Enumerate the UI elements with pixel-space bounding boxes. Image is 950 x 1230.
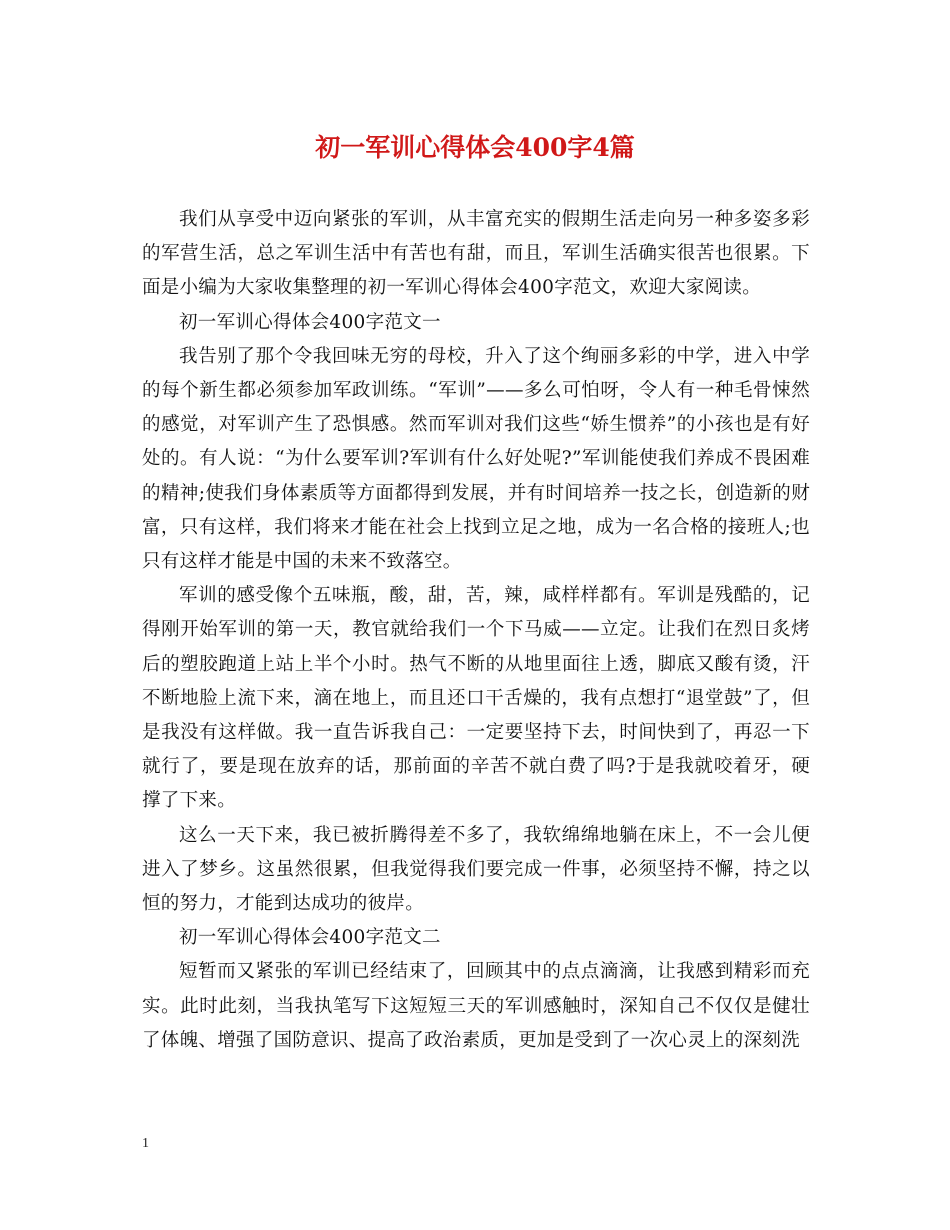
body-paragraph: 军训的感受像个五味瓶，酸，甜，苦，辣，咸样样都有。军训是残酷的，记得刚开始军训的第一天，教官就给我们一个下马威——立定。让我们在烈日炙烤后的塑胶跑道上站上半个小时。热气不断的从地里面往上透，脚底又酸有烫，汗不断地脸上流下来，滴在地上，而且还口干舌燥的，我有点想打“退堂鼓”了，但是我没有这样做。我一直告诉我自己：一定要坚持下去，时间快到了，再忍一下就行了，要是现在放弃的话，那前面的辛苦不就白费了吗?于是我就咬着牙，硬撑了下来。 <box>142 585 810 812</box>
intro-paragraph: 我们从享受中迈向紧张的军训，从丰富充实的假期生活走向另一种多姿多彩的军营生活，总之军训生活中有苦也有甜，而且，军训生活确实很苦也很累。下面是小编为大家收集整理的初一军训心得体会400字范文，欢迎大家阅读。 <box>142 209 810 299</box>
section-heading-2: 初一军训心得体会400字范文二 <box>179 927 441 949</box>
page-number: 1 <box>142 1136 149 1151</box>
body-paragraph: 这么一天下来，我已被折腾得差不多了，我软绵绵地躺在床上，不一会儿便进入了梦乡。这虽然很累，但我觉得我们要完成一件事，必须坚持不懈，持之以恒的努力，才能到达成功的彼岸。 <box>142 824 810 915</box>
page-title: 初一军训心得体会400字4篇 <box>315 133 635 162</box>
section-heading-1: 初一军训心得体会400字范文一 <box>179 311 441 333</box>
body-paragraph: 短暂而又紧张的军训已经结束了，回顾其中的点点滴滴，让我感到精彩而充实。此时此刻，当我执笔写下这短短三天的军训感触时，深知自己不仅仅是健壮了体魄、增强了国防意识、提高了政治素质，更加是受到了一次心灵上的深刻洗 <box>142 961 810 1051</box>
document-body <box>142 203 810 1058</box>
body-paragraph: 我告别了那个令我回味无穷的母校，升入了这个绚丽多彩的中学，进入中学的每个新生都必须参加军政训练。“军训”——多么可怕呀，令人有一种毛骨悚然的感觉，对军训产生了恐惧感。然而军训对我们这些“娇生惯养”的小孩也是有好处的。有人说：“为什么要军训?军训有什么好处呢?”军训能使我们养成不畏困难的精神;使我们身体素质等方面都得到发展，并有时间培养一技之长，创造新的财富，只有这样，我们将来才能在社会上找到立足之地，成为一名合格的接班人;也只有这样才能是中国的未来不致落空。 <box>142 345 810 573</box>
